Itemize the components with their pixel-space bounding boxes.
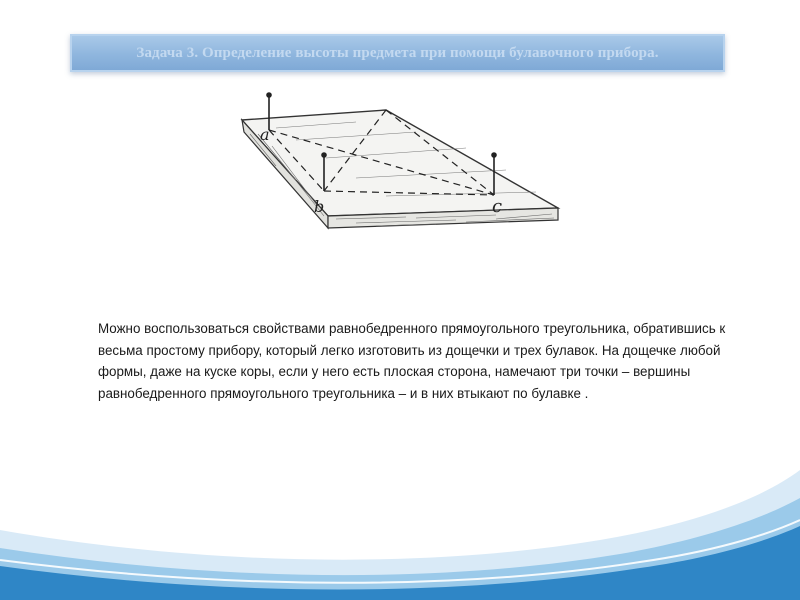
label-b: b — [314, 197, 325, 216]
title-banner — [70, 34, 725, 72]
label-c: c — [492, 196, 503, 217]
footer-wave-decoration — [0, 470, 800, 600]
body-paragraph: Можно воспользоваться свойствами равнобедренного прямоугольного треугольника, обратившись к весьма простому прибору, который легко изготовить из дощечки и трех булавок. На дощечке любой формы, даже на куске коры, если у него есть плоская сторона, намечают три точки – вершины равнобедренного прямоугольного треугольника – и в них втыкают по булавке . — [98, 321, 726, 401]
board-top-face — [242, 110, 558, 216]
pin-device-illustration — [236, 88, 566, 248]
slide-title: Задача 3. Определение высоты предмета при помощи булавочного прибора. — [136, 44, 659, 61]
label-a: a — [260, 125, 270, 144]
